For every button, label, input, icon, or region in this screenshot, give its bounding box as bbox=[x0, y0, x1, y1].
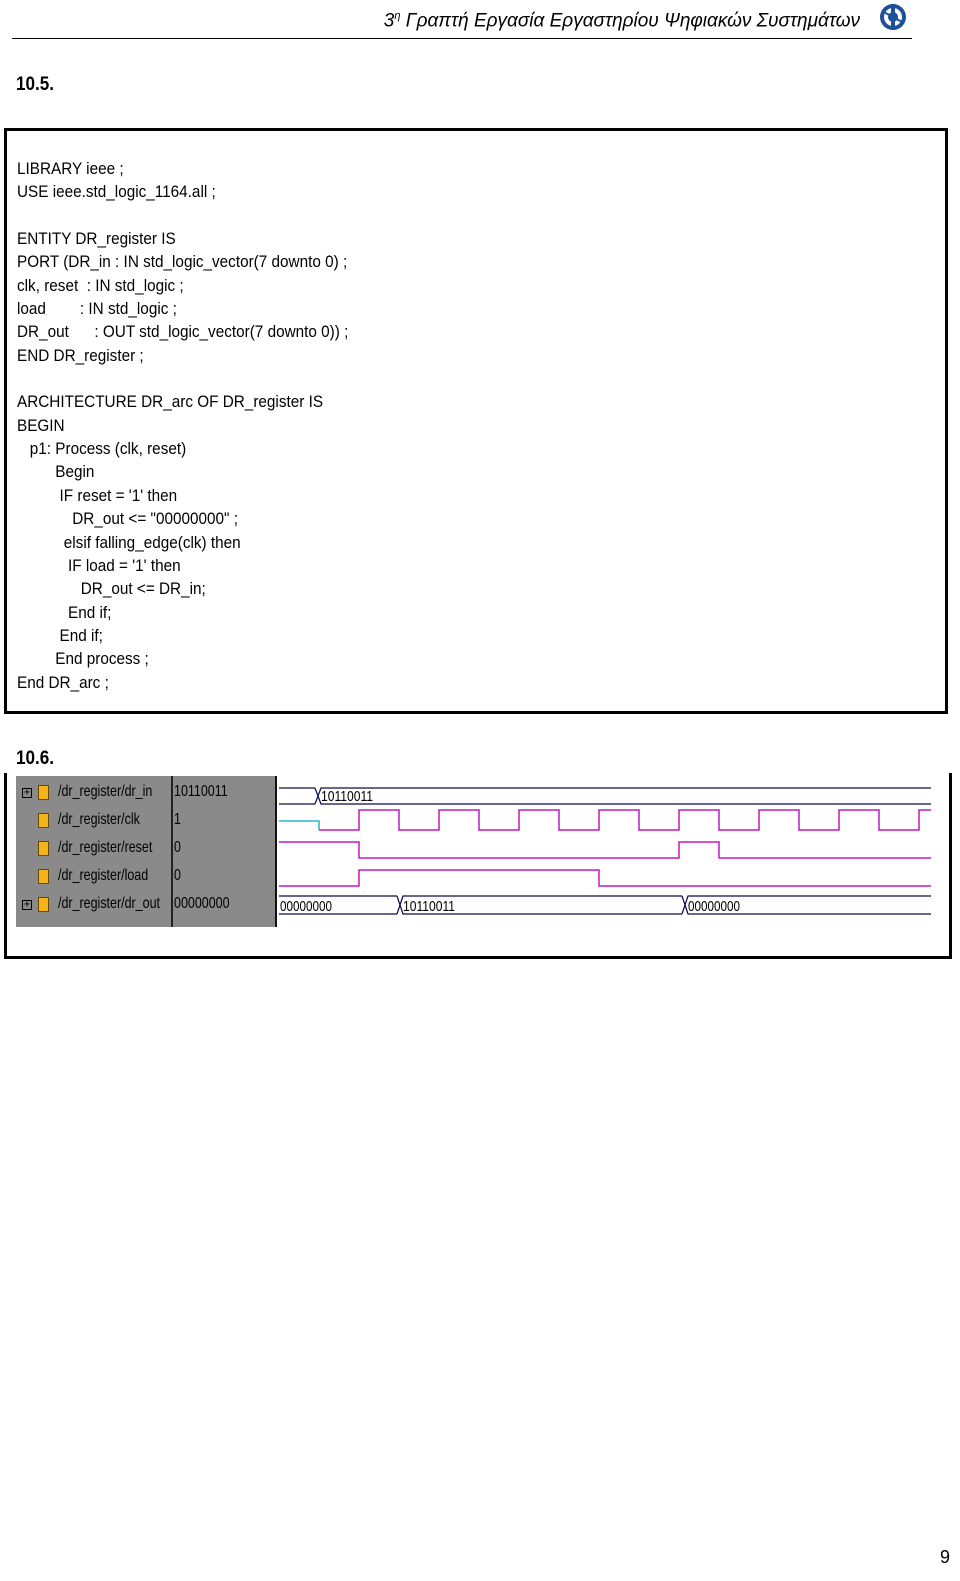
signal-name: /dr_register/load bbox=[58, 867, 149, 884]
code-line: clk, reset : IN std_logic ; bbox=[17, 275, 184, 295]
code-line: Begin bbox=[17, 462, 95, 482]
section-heading-10-5: 10.5. bbox=[16, 74, 55, 95]
wave-label-dr-out-2: 10110011 bbox=[403, 898, 455, 915]
expand-icon[interactable]: + bbox=[23, 899, 31, 910]
code-line: End if; bbox=[17, 602, 112, 622]
wave-label-dr-out-3: 00000000 bbox=[688, 898, 740, 915]
code-line: ENTITY DR_register IS bbox=[17, 229, 176, 249]
header-title: $3^\eta$ Γραπτή Εργασία Εργαστηρίου Ψηφιακών Συστημάτων bbox=[383, 10, 860, 32]
code-line bbox=[17, 204, 348, 227]
code-line: IF load = '1' then bbox=[17, 555, 181, 575]
code-line: p1: Process (clk, reset) bbox=[17, 439, 187, 459]
wave-dr-out bbox=[279, 896, 931, 915]
wave-clk bbox=[279, 810, 931, 830]
signal-name: /dr_register/clk bbox=[58, 811, 140, 828]
signal-row[interactable] bbox=[16, 864, 171, 892]
signal-row[interactable] bbox=[16, 780, 171, 808]
signal-value: 0 bbox=[174, 867, 181, 884]
code-line: LIBRARY ieee ; bbox=[17, 159, 124, 178]
signal-value: 00000000 bbox=[174, 895, 230, 912]
wave-label-dr-out-1: 00000000 bbox=[280, 898, 332, 915]
code-line: ARCHITECTURE DR_arc OF DR_register IS bbox=[17, 392, 324, 412]
code-line: End if; bbox=[17, 625, 103, 645]
code-line: DR_out <= DR_in; bbox=[17, 579, 206, 599]
waveform-viewer bbox=[16, 776, 931, 927]
page-header bbox=[12, 0, 912, 39]
signal-name: /dr_register/reset bbox=[58, 839, 153, 856]
signal-row[interactable] bbox=[16, 892, 171, 920]
code-line: elsif falling_edge(clk) then bbox=[17, 532, 241, 552]
wave-reset bbox=[279, 842, 931, 858]
code-line: IF reset = '1' then bbox=[17, 485, 178, 505]
code-line: END DR_register ; bbox=[17, 345, 144, 365]
signal-value: 10110011 bbox=[174, 783, 228, 800]
signal-icon bbox=[38, 841, 49, 856]
signal-value: 1 bbox=[174, 811, 181, 828]
wave-load bbox=[279, 870, 931, 886]
code-line: DR_out : OUT std_logic_vector(7 downto 0)) ; bbox=[17, 322, 349, 342]
waveform-plot bbox=[277, 776, 931, 927]
code-line bbox=[17, 367, 348, 390]
signal-icon bbox=[38, 897, 49, 912]
signal-name: /dr_register/dr_in bbox=[58, 783, 153, 800]
code-line: DR_out <= "00000000" ; bbox=[17, 509, 238, 529]
expand-icon[interactable]: + bbox=[23, 787, 31, 798]
code-line: USE ieee.std_logic_1164.all ; bbox=[17, 182, 216, 202]
code-line: End process ; bbox=[17, 649, 149, 669]
signal-icon bbox=[38, 813, 49, 828]
signal-icon bbox=[38, 869, 49, 884]
code-listing-box bbox=[4, 128, 948, 714]
code-line: BEGIN bbox=[17, 415, 65, 435]
code-line: load : IN std_logic ; bbox=[17, 299, 177, 319]
vhdl-code bbox=[17, 157, 385, 694]
page-number: 9 bbox=[939, 1547, 950, 1567]
signal-name: /dr_register/dr_out bbox=[58, 895, 160, 912]
code-line: End DR_arc ; bbox=[17, 672, 109, 692]
signal-icon bbox=[38, 785, 49, 800]
wave-label-dr-in: 10110011 bbox=[321, 788, 373, 805]
university-logo-icon bbox=[878, 2, 908, 32]
signal-value: 0 bbox=[174, 839, 181, 856]
signal-row[interactable] bbox=[16, 836, 171, 864]
section-heading-10-6: 10.6. bbox=[16, 748, 55, 769]
signal-row[interactable] bbox=[16, 808, 171, 836]
code-line: PORT (DR_in : IN std_logic_vector(7 downto 0) ; bbox=[17, 252, 348, 272]
wave-dr-in bbox=[279, 788, 931, 805]
